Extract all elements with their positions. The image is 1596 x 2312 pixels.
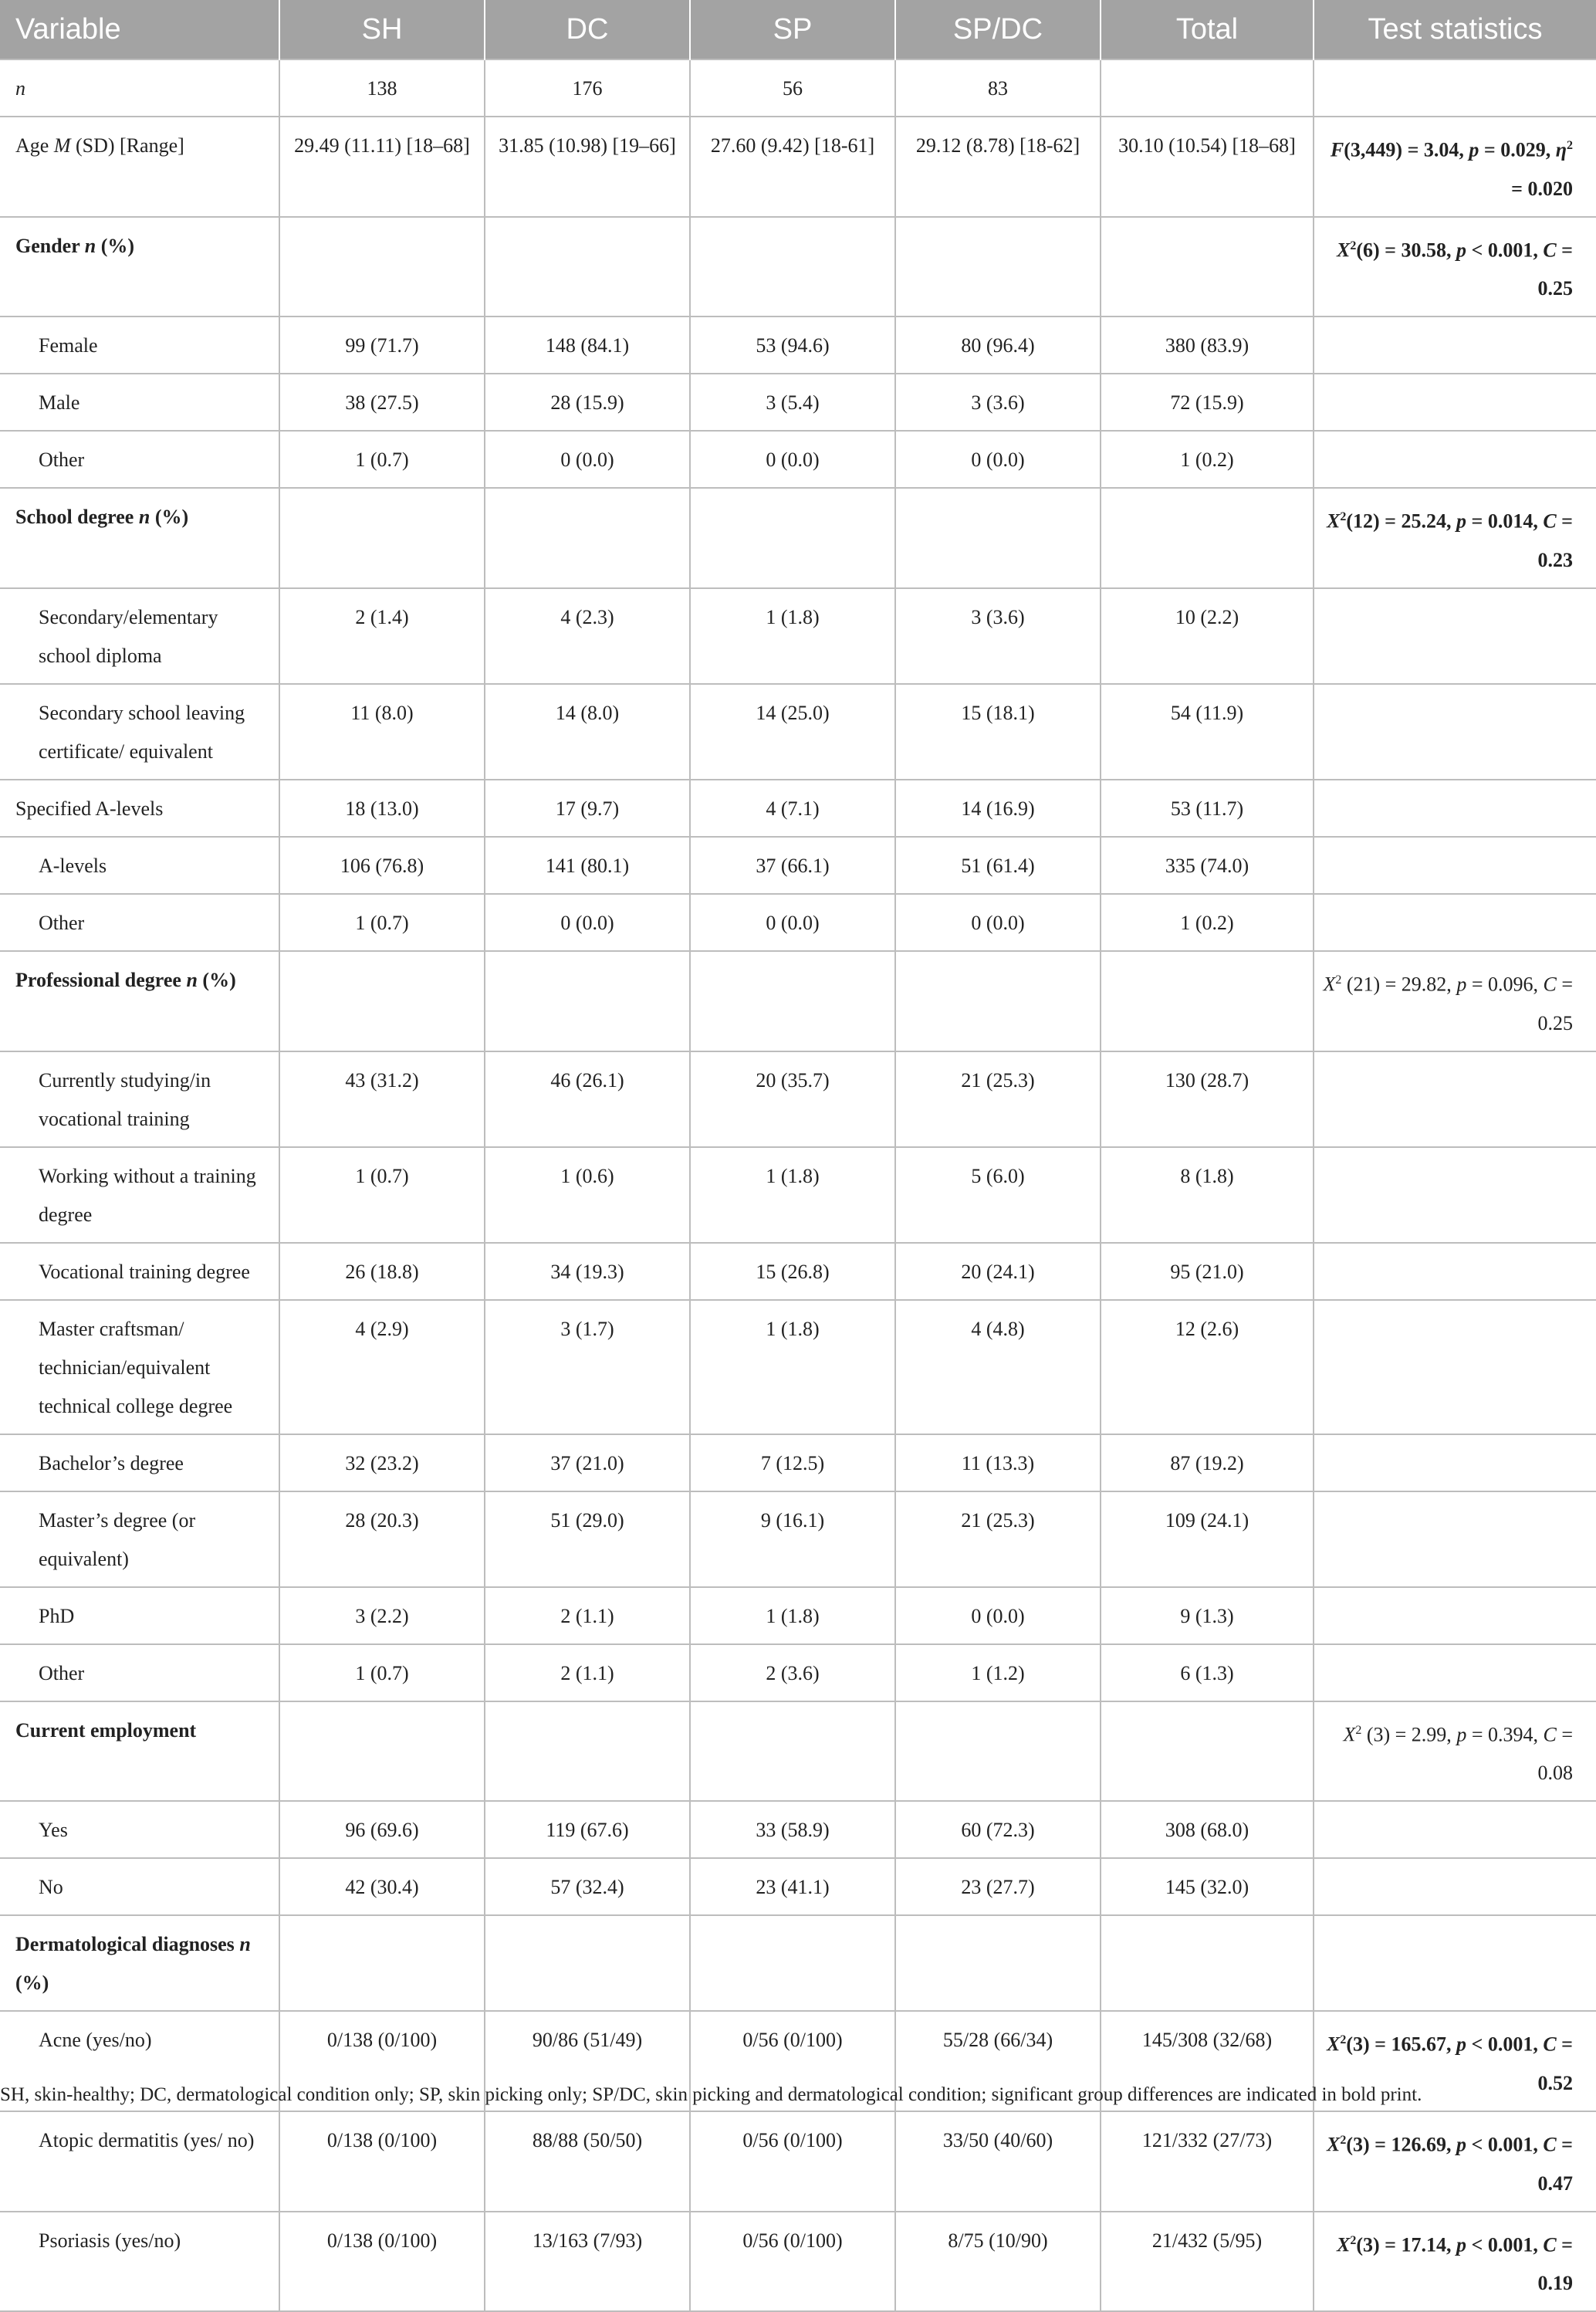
- cell-test-statistics: [1314, 1858, 1596, 1915]
- cell-sp: 15 (26.8): [690, 1243, 895, 1300]
- header-sp: SP: [690, 0, 895, 59]
- table-row: [0, 1434, 1596, 1491]
- table-row: [0, 1147, 1596, 1243]
- table-row: [0, 1915, 1596, 2011]
- cell-sp: 0 (0.0): [690, 894, 895, 951]
- cell-sp-dc: 29.12 (8.78) [18-62]: [895, 117, 1101, 217]
- table-row: [0, 837, 1596, 894]
- cell-sh: [279, 217, 485, 317]
- cell-total: [1101, 1915, 1314, 2011]
- cell-sp-dc: 4 (4.8): [895, 1300, 1101, 1434]
- cell-sp: [690, 488, 895, 588]
- row-label: Acne (yes/no): [0, 2011, 279, 2111]
- cell-test-statistics: [1314, 59, 1596, 117]
- cell-dc: 176: [485, 59, 690, 117]
- cell-sp: [690, 951, 895, 1051]
- cell-sh: [279, 1701, 485, 1802]
- cell-sp: [690, 1915, 895, 2011]
- cell-test-statistics: [1314, 1147, 1596, 1243]
- cell-test-statistics: [1314, 431, 1596, 488]
- cell-sp-dc: 8/75 (10/90): [895, 2212, 1101, 2312]
- row-label: Yes: [0, 1801, 279, 1858]
- table-row: [0, 1858, 1596, 1915]
- header-dc: DC: [485, 0, 690, 59]
- cell-sh: 42 (30.4): [279, 1858, 485, 1915]
- cell-sp-dc: 11 (13.3): [895, 1434, 1101, 1491]
- cell-sh: 106 (76.8): [279, 837, 485, 894]
- cell-sp: 14 (25.0): [690, 684, 895, 780]
- cell-dc: 17 (9.7): [485, 780, 690, 837]
- cell-dc: 3 (1.7): [485, 1300, 690, 1434]
- row-label: Gender n (%): [0, 217, 279, 317]
- cell-sp-dc: 5 (6.0): [895, 1147, 1101, 1243]
- cell-sh: 99 (71.7): [279, 317, 485, 374]
- cell-sp-dc: 23 (27.7): [895, 1858, 1101, 1915]
- table-row: [0, 1051, 1596, 1147]
- cell-test-statistics: $X^2$ (21) = 29.82, p = 0.096, C = 0.25: [1314, 951, 1596, 1051]
- cell-dc: [485, 217, 690, 317]
- cell-total: [1101, 488, 1314, 588]
- table-row: [0, 588, 1596, 684]
- cell-sh: 18 (13.0): [279, 780, 485, 837]
- cell-total: 54 (11.9): [1101, 684, 1314, 780]
- cell-sh: 11 (8.0): [279, 684, 485, 780]
- cell-sp-dc: [895, 1915, 1101, 2011]
- cell-total: 21/432 (5/95): [1101, 2212, 1314, 2312]
- table-row: [0, 1701, 1596, 1802]
- cell-dc: 13/163 (7/93): [485, 2212, 690, 2312]
- cell-dc: [485, 951, 690, 1051]
- table-row: [0, 951, 1596, 1051]
- row-label: Specified A-levels: [0, 780, 279, 837]
- table-row: [0, 117, 1596, 217]
- cell-sp: 33 (58.9): [690, 1801, 895, 1858]
- cell-dc: 31.85 (10.98) [19–66]: [485, 117, 690, 217]
- row-label: Secondary school leaving certificate/ equivalent: [0, 684, 279, 780]
- cell-sp-dc: 55/28 (66/34): [895, 2011, 1101, 2111]
- row-label: Professional degree n (%): [0, 951, 279, 1051]
- cell-sp: 37 (66.1): [690, 837, 895, 894]
- cell-sh: 4 (2.9): [279, 1300, 485, 1434]
- cell-test-statistics: [1314, 894, 1596, 951]
- cell-sp-dc: [895, 488, 1101, 588]
- cell-sp: 0/56 (0/100): [690, 2212, 895, 2312]
- cell-total: [1101, 217, 1314, 317]
- cell-sh: 38 (27.5): [279, 374, 485, 431]
- cell-sh: 138: [279, 59, 485, 117]
- cell-sp-dc: [895, 1701, 1101, 1802]
- table-row: [0, 1801, 1596, 1858]
- row-label: Vocational training degree: [0, 1243, 279, 1300]
- cell-test-statistics: [1314, 1644, 1596, 1701]
- cell-sp-dc: 83: [895, 59, 1101, 117]
- cell-dc: 0 (0.0): [485, 431, 690, 488]
- cell-test-statistics: $X^2(3) = 126.69$, p < 0.001, C = 0.47: [1314, 2111, 1596, 2212]
- cell-dc: 46 (26.1): [485, 1051, 690, 1147]
- cell-dc: 141 (80.1): [485, 837, 690, 894]
- cell-total: 9 (1.3): [1101, 1587, 1314, 1644]
- cell-sp-dc: 14 (16.9): [895, 780, 1101, 837]
- cell-sp-dc: 0 (0.0): [895, 1587, 1101, 1644]
- cell-total: 1 (0.2): [1101, 894, 1314, 951]
- cell-dc: 51 (29.0): [485, 1491, 690, 1587]
- cell-dc: 148 (84.1): [485, 317, 690, 374]
- cell-dc: 28 (15.9): [485, 374, 690, 431]
- table-row: [0, 684, 1596, 780]
- cell-test-statistics: $X^2(3) = 165.67$, p < 0.001, C = 0.52: [1314, 2011, 1596, 2111]
- table-row: [0, 1644, 1596, 1701]
- row-label: Psoriasis (yes/no): [0, 2212, 279, 2312]
- cell-total: 87 (19.2): [1101, 1434, 1314, 1491]
- cell-test-statistics: $X^2(6) = 30.58$, p < 0.001, C = 0.25: [1314, 217, 1596, 317]
- row-label: Master craftsman/ technician/equivalent technical college degree: [0, 1300, 279, 1434]
- table-row: [0, 1587, 1596, 1644]
- cell-test-statistics: [1314, 1491, 1596, 1587]
- header-row: [0, 0, 1596, 59]
- cell-dc: [485, 1701, 690, 1802]
- cell-sp-dc: 0 (0.0): [895, 894, 1101, 951]
- cell-sp-dc: 21 (25.3): [895, 1491, 1101, 1587]
- cell-sp: 0 (0.0): [690, 431, 895, 488]
- row-label: Atopic dermatitis (yes/ no): [0, 2111, 279, 2212]
- cell-total: 53 (11.7): [1101, 780, 1314, 837]
- cell-total: [1101, 59, 1314, 117]
- cell-test-statistics: $X^2$ (3) = 2.99, p = 0.394, C = 0.08: [1314, 1701, 1596, 1802]
- header-sh: SH: [279, 0, 485, 59]
- table-row: [0, 780, 1596, 837]
- cell-sh: 3 (2.2): [279, 1587, 485, 1644]
- cell-sp-dc: [895, 951, 1101, 1051]
- table-row: [0, 488, 1596, 588]
- cell-dc: 4 (2.3): [485, 588, 690, 684]
- cell-sp-dc: 0 (0.0): [895, 431, 1101, 488]
- cell-test-statistics: [1314, 1915, 1596, 2011]
- cell-dc: 34 (19.3): [485, 1243, 690, 1300]
- cell-total: 30.10 (10.54) [18–68]: [1101, 117, 1314, 217]
- cell-sp-dc: 60 (72.3): [895, 1801, 1101, 1858]
- cell-test-statistics: [1314, 1801, 1596, 1858]
- cell-sp: [690, 217, 895, 317]
- cell-sh: 43 (31.2): [279, 1051, 485, 1147]
- cell-sh: [279, 951, 485, 1051]
- row-label: Current employment: [0, 1701, 279, 1802]
- cell-sp: 9 (16.1): [690, 1491, 895, 1587]
- cell-total: 130 (28.7): [1101, 1051, 1314, 1147]
- table-row: [0, 431, 1596, 488]
- cell-sh: 26 (18.8): [279, 1243, 485, 1300]
- cell-sp: 3 (5.4): [690, 374, 895, 431]
- cell-sp: 27.60 (9.42) [18-61]: [690, 117, 895, 217]
- table-row: [0, 1300, 1596, 1434]
- row-label: Secondary/elementary school diploma: [0, 588, 279, 684]
- cell-sp: [690, 1701, 895, 1802]
- cell-sp: 7 (12.5): [690, 1434, 895, 1491]
- cell-test-statistics: [1314, 684, 1596, 780]
- cell-total: 308 (68.0): [1101, 1801, 1314, 1858]
- row-label: School degree n (%): [0, 488, 279, 588]
- cell-dc: [485, 488, 690, 588]
- header-sp-dc: SP/DC: [895, 0, 1101, 59]
- cell-dc: 0 (0.0): [485, 894, 690, 951]
- cell-sh: 1 (0.7): [279, 1147, 485, 1243]
- cell-total: 145/308 (32/68): [1101, 2011, 1314, 2111]
- cell-test-statistics: [1314, 1434, 1596, 1491]
- cell-sp: 1 (1.8): [690, 1587, 895, 1644]
- row-label: Other: [0, 1644, 279, 1701]
- row-label: Currently studying/in vocational training: [0, 1051, 279, 1147]
- cell-sp: 4 (7.1): [690, 780, 895, 837]
- cell-total: 121/332 (27/73): [1101, 2111, 1314, 2212]
- cell-dc: 90/86 (51/49): [485, 2011, 690, 2111]
- table-row: [0, 217, 1596, 317]
- cell-test-statistics: [1314, 837, 1596, 894]
- header-total: Total: [1101, 0, 1314, 59]
- cell-test-statistics: $X^2(3) = 17.14$, p < 0.001, C = 0.19: [1314, 2212, 1596, 2312]
- cell-total: 95 (21.0): [1101, 1243, 1314, 1300]
- cell-test-statistics: [1314, 588, 1596, 684]
- header-test-statistics: Test statistics: [1314, 0, 1596, 59]
- row-label: Working without a training degree: [0, 1147, 279, 1243]
- cell-total: 1 (0.2): [1101, 431, 1314, 488]
- cell-sp-dc: 51 (61.4): [895, 837, 1101, 894]
- table-row: [0, 317, 1596, 374]
- cell-total: 109 (24.1): [1101, 1491, 1314, 1587]
- table-row: [0, 2111, 1596, 2212]
- cell-sp-dc: 1 (1.2): [895, 1644, 1101, 1701]
- cell-sh: 1 (0.7): [279, 1644, 485, 1701]
- cell-sh: [279, 488, 485, 588]
- table-row: [0, 1243, 1596, 1300]
- row-label: Male: [0, 374, 279, 431]
- cell-sp: 2 (3.6): [690, 1644, 895, 1701]
- cell-sp: 53 (94.6): [690, 317, 895, 374]
- cell-sp-dc: 15 (18.1): [895, 684, 1101, 780]
- cell-test-statistics: $X^2(12) = 25.24$, p = 0.014, C = 0.23: [1314, 488, 1596, 588]
- cell-sp-dc: 21 (25.3): [895, 1051, 1101, 1147]
- cell-sp: 56: [690, 59, 895, 117]
- cell-sp-dc: 33/50 (40/60): [895, 2111, 1101, 2212]
- cell-dc: 14 (8.0): [485, 684, 690, 780]
- row-label: Dermatological diagnoses n (%): [0, 1915, 279, 2011]
- cell-dc: 57 (32.4): [485, 1858, 690, 1915]
- cell-sh: 1 (0.7): [279, 431, 485, 488]
- cell-dc: 2 (1.1): [485, 1587, 690, 1644]
- cell-sh: 0/138 (0/100): [279, 2111, 485, 2212]
- table-row: [0, 374, 1596, 431]
- cell-dc: 37 (21.0): [485, 1434, 690, 1491]
- cell-sp: 1 (1.8): [690, 1147, 895, 1243]
- cell-total: 8 (1.8): [1101, 1147, 1314, 1243]
- cell-total: [1101, 1701, 1314, 1802]
- cell-total: 6 (1.3): [1101, 1644, 1314, 1701]
- cell-sh: 0/138 (0/100): [279, 2011, 485, 2111]
- cell-test-statistics: [1314, 374, 1596, 431]
- cell-total: [1101, 951, 1314, 1051]
- cell-dc: 2 (1.1): [485, 1644, 690, 1701]
- cell-sp: 20 (35.7): [690, 1051, 895, 1147]
- cell-total: 12 (2.6): [1101, 1300, 1314, 1434]
- cell-sh: [279, 1915, 485, 2011]
- cell-sh: 1 (0.7): [279, 894, 485, 951]
- row-label: Other: [0, 431, 279, 488]
- cell-dc: [485, 1915, 690, 2011]
- cell-sh: 29.49 (11.11) [18–68]: [279, 117, 485, 217]
- cell-test-statistics: F(3,449) = 3.04, p = 0.029, $\eta^2 = 0.020$: [1314, 117, 1596, 217]
- cell-sp-dc: 80 (96.4): [895, 317, 1101, 374]
- cell-sp-dc: [895, 217, 1101, 317]
- table-footnote: SH, skin-healthy; DC, dermatological condition only; SP, skin picking only; SP/DC, skin picking and dermatological condition; significant group differences are indicated in bold print.: [0, 2084, 1422, 2105]
- cell-sh: 0/138 (0/100): [279, 2212, 485, 2312]
- cell-test-statistics: [1314, 780, 1596, 837]
- cell-sp: 23 (41.1): [690, 1858, 895, 1915]
- cell-test-statistics: [1314, 1243, 1596, 1300]
- cell-test-statistics: [1314, 317, 1596, 374]
- cell-test-statistics: [1314, 1300, 1596, 1434]
- cell-sp-dc: 3 (3.6): [895, 374, 1101, 431]
- cell-total: 10 (2.2): [1101, 588, 1314, 684]
- row-label: Master’s degree (or equivalent): [0, 1491, 279, 1587]
- cell-test-statistics: [1314, 1587, 1596, 1644]
- cell-total: 335 (74.0): [1101, 837, 1314, 894]
- row-label: A-levels: [0, 837, 279, 894]
- row-label: Other: [0, 894, 279, 951]
- table-row: [0, 1491, 1596, 1587]
- cell-sp: 0/56 (0/100): [690, 2011, 895, 2111]
- header-variable: Variable: [0, 0, 279, 59]
- table-row: [0, 59, 1596, 117]
- cell-total: 380 (83.9): [1101, 317, 1314, 374]
- table-body: [0, 59, 1596, 2311]
- cell-dc: 88/88 (50/50): [485, 2111, 690, 2212]
- table-row: [0, 894, 1596, 951]
- cell-test-statistics: [1314, 1051, 1596, 1147]
- cell-sp: 1 (1.8): [690, 1300, 895, 1434]
- cell-sp-dc: 3 (3.6): [895, 588, 1101, 684]
- row-label: Female: [0, 317, 279, 374]
- row-label: No: [0, 1858, 279, 1915]
- cell-sh: 2 (1.4): [279, 588, 485, 684]
- cell-sp: 0/56 (0/100): [690, 2111, 895, 2212]
- table-row: [0, 2212, 1596, 2312]
- cell-total: 145 (32.0): [1101, 1858, 1314, 1915]
- cell-sh: 32 (23.2): [279, 1434, 485, 1491]
- row-label: PhD: [0, 1587, 279, 1644]
- row-label: Bachelor’s degree: [0, 1434, 279, 1491]
- row-label: n: [0, 59, 279, 117]
- cell-sp-dc: 20 (24.1): [895, 1243, 1101, 1300]
- cell-dc: 119 (67.6): [485, 1801, 690, 1858]
- cell-dc: 1 (0.6): [485, 1147, 690, 1243]
- cell-sh: 28 (20.3): [279, 1491, 485, 1587]
- cell-sh: 96 (69.6): [279, 1801, 485, 1858]
- cell-total: 72 (15.9): [1101, 374, 1314, 431]
- row-label: Age M (SD) [Range]: [0, 117, 279, 217]
- cell-sp: 1 (1.8): [690, 588, 895, 684]
